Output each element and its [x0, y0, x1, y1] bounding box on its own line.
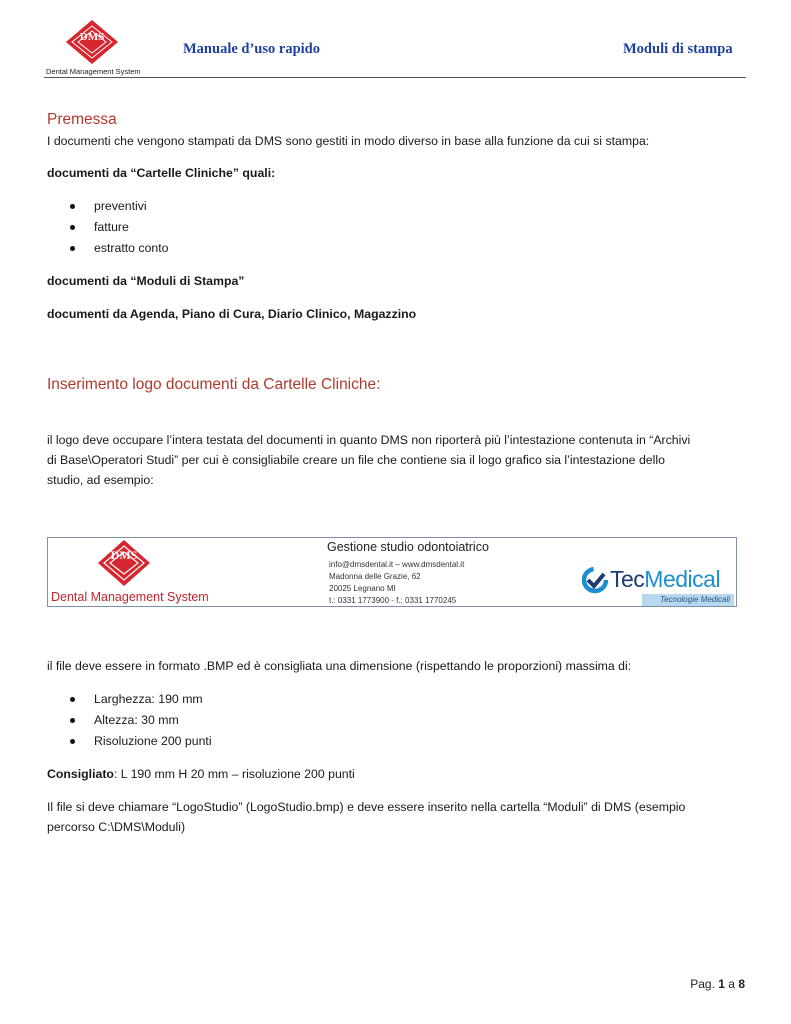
logo-section-line1: il logo deve occupare l’intera testata del documenti in quanto DMS non riporterà più l’intestazione contenuta in “Archivi: [47, 433, 691, 447]
group3-label: documenti da Agenda, Piano di Cura, Diario Clinico, Magazzino: [47, 307, 417, 321]
tecmedical-wordmark: TecMedical: [610, 566, 721, 592]
bullet-icon: [70, 697, 75, 702]
banner-logo-text: DMS: [110, 548, 138, 562]
format-intro: il file deve essere in formato .BMP ed è consigliata una dimensione (rispettando le proporzioni) massima di:: [47, 659, 632, 673]
banner-address-1: Madonna delle Grazie, 62: [329, 572, 421, 581]
bullet-icon: [70, 246, 75, 251]
page-number: Pag. 1 a 8: [690, 977, 745, 991]
logo-section-line2: di Base\Operatori Studi” per cui è consigliabile creare un file che contiene sia il logo grafico sia l’intestazione dello: [47, 453, 665, 467]
banner-caption: Dental Management System: [51, 590, 209, 604]
header-logo-caption: Dental Management System: [46, 67, 141, 76]
group2-label: documenti da “Moduli di Stampa”: [47, 274, 245, 288]
banner-studio-title: Gestione studio odontoiatrico: [327, 540, 489, 554]
header-logo: [46, 18, 141, 78]
naming-line1: Il file si deve chiamare “LogoStudio” (LogoStudio.bmp) e deve essere inserito nella cartella “Moduli” di DMS (esempio: [47, 800, 686, 814]
list-item: fatture: [70, 217, 169, 238]
tecmedical-mark-icon: [582, 567, 610, 595]
header-logo-text: DMS: [79, 31, 105, 43]
group1-list: [70, 196, 169, 259]
list-item: preventivi: [70, 196, 169, 217]
premessa-heading: Premessa: [47, 111, 117, 128]
tecmedical-logo: [582, 564, 738, 606]
group1-label: documenti da “Cartelle Cliniche” quali:: [47, 166, 276, 180]
premessa-intro: I documenti che vengono stampati da DMS sono gestiti in modo diverso in base alla funzione da cui si stampa:: [47, 134, 650, 148]
logo-section-line3: studio, ad esempio:: [47, 473, 154, 487]
header-divider: [44, 77, 746, 78]
recommended-label: Consigliato: [47, 767, 114, 781]
bullet-icon: [70, 718, 75, 723]
header-title-right: Moduli di stampa: [623, 41, 733, 57]
recommended-value: : L 190 mm H 20 mm – risoluzione 200 punti: [113, 767, 355, 781]
dms-logo-icon: [94, 539, 154, 591]
logo-section-heading: Inserimento logo documenti da Cartelle Cliniche:: [47, 376, 381, 393]
banner-phone: t.: 0331 1773900 - f.: 0331 1770245: [329, 596, 457, 605]
bullet-icon: [70, 204, 75, 209]
format-list: [70, 689, 212, 752]
banner-address-2: 20025 Legnano MI: [329, 584, 396, 593]
banner-contact: info@dmsdental.it – www.dmsdental.it: [329, 560, 465, 569]
tecmedical-subtitle: Tecnologie Medicali: [642, 594, 734, 606]
list-item: Larghezza: 190 mm: [70, 689, 212, 710]
list-item: Altezza: 30 mm: [70, 710, 212, 731]
dms-logo-icon: [46, 18, 136, 68]
naming-line2: percorso C:\DMS\Moduli): [47, 820, 186, 834]
list-item: Risoluzione 200 punti: [70, 731, 212, 752]
bullet-icon: [70, 739, 75, 744]
bullet-icon: [70, 225, 75, 230]
sample-letterhead-image: [47, 537, 737, 607]
recommended-line: [47, 764, 355, 784]
list-item: estratto conto: [70, 238, 169, 259]
header-title-left: Manuale d’uso rapido: [183, 41, 320, 57]
